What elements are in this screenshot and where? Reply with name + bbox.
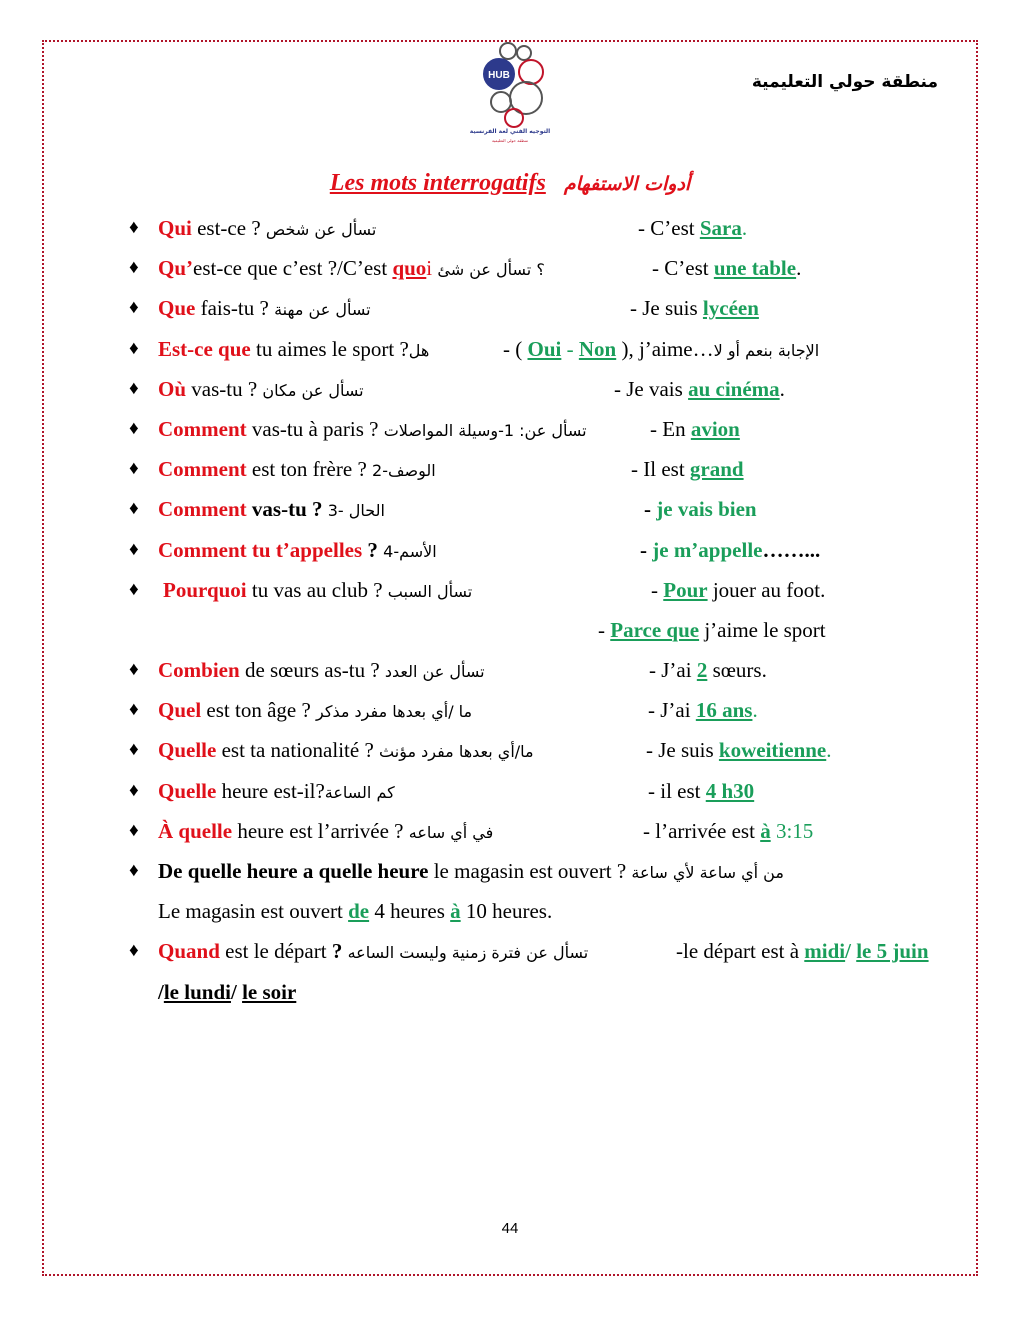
header-center-name: منطقة حولي التعليمية <box>751 72 938 92</box>
list-item: ♦ Comment vas-tu à paris ? تسأل عن: 1-وسيلة المواصلات - En avion <box>0 413 1020 453</box>
list-item: ♦ Comment vas-tu ? 3- الحال - je vais bien <box>0 493 1020 533</box>
list-item: ♦ Quand est le départ ? تسأل عن فترة زمنية وليست الساعه -le départ est à midi/ le 5 juin <box>0 935 1020 975</box>
diamond-bullet-icon: ♦ <box>129 458 139 480</box>
diamond-bullet-icon: ♦ <box>129 297 139 319</box>
diamond-bullet-icon: ♦ <box>129 417 139 439</box>
list-item: ♦ Pourquoi tu vas au club ? تسأل السبب - Pour jouer au foot. <box>0 574 1020 614</box>
diamond-bullet-icon: ♦ <box>129 659 139 681</box>
diamond-bullet-icon: ♦ <box>129 739 139 761</box>
interrogatives-list <box>0 212 1020 1016</box>
list-item: ♦ Est-ce que tu aimes le sport ?هل - ( Oui - Non ), j’aime…الإجابة بنعم أو لا <box>0 333 1020 373</box>
list-item: ♦ Qui est-ce ? تسأل عن شخص - C’est Sara. <box>0 212 1020 252</box>
list-item: ♦ Où vas-tu ? تسأل عن مكان - Je vais au cinéma. <box>0 373 1020 413</box>
list-item: ♦ De quelle heure a quelle heure le magasin est ouvert ? من أي ساعة لأي ساعة <box>0 855 1020 895</box>
list-item: ♦ Comment est ton frère ? 2-الوصف - Il est grand <box>0 453 1020 493</box>
title-ar: أدوات الاستفهام <box>563 173 691 195</box>
diamond-bullet-icon: ♦ <box>129 860 139 881</box>
diamond-bullet-icon: ♦ <box>129 498 139 520</box>
list-item: ♦ Comment tu t’appelles ? 4-الأسم - je m’appelle……... <box>0 534 1020 574</box>
hub-logo <box>440 40 580 152</box>
diamond-bullet-icon: ♦ <box>129 337 139 359</box>
list-item: ♦ À quelle heure est l’arrivée ? في أي ساعه - l’arrivée est à 3:15 <box>0 815 1020 855</box>
diamond-bullet-icon: ♦ <box>129 699 139 721</box>
list-item: /le lundi/ le soir <box>158 979 297 1004</box>
list-item: ♦ Quel est ton âge ? ما /أي بعدها مفرد مذكر - J’ai 16 ans. <box>0 694 1020 734</box>
title-fr: Les mots interrogatifs <box>329 170 546 196</box>
diamond-bullet-icon: ♦ <box>129 538 139 560</box>
list-item: ♦ Que fais-tu ? تسأل عن مهنة - Je suis lycéen <box>0 292 1020 332</box>
diamond-bullet-icon: ♦ <box>129 819 139 841</box>
page-number: 44 <box>501 1220 519 1237</box>
diamond-bullet-icon: ♦ <box>129 377 139 399</box>
logo-text: HUB <box>488 70 510 81</box>
diamond-bullet-icon: ♦ <box>129 578 139 600</box>
diamond-bullet-icon: ♦ <box>129 257 139 279</box>
page-title <box>0 170 1020 197</box>
diamond-bullet-icon: ♦ <box>129 779 139 801</box>
diamond-bullet-icon: ♦ <box>129 217 139 238</box>
list-item: ♦ Quelle heure est-il?كم الساعة - il est 4 h30 <box>0 775 1020 815</box>
list-item: ♦ Quelle est ta nationalité ? ما/أي بعدها مفرد مؤنث - Je suis koweitienne. <box>0 734 1020 774</box>
list-item: ♦ Combien de sœurs as-tu ? تسأل عن العدد - J’ai 2 sœurs. <box>0 654 1020 694</box>
list-item: Le magasin est ouvert de 4 heures à 10 heures. <box>158 899 553 924</box>
logo-subcaption: منطقة حولي التعليمية <box>491 138 529 143</box>
list-item: - Parce que j’aime le sport <box>598 617 826 642</box>
diamond-bullet-icon: ♦ <box>129 940 139 962</box>
logo-caption: التوجيه الفني لغة الفرنسية <box>469 128 551 135</box>
list-item: ♦ Qu’est-ce que c’est ?/C’est quoi ؟ تسأل عن شئ - C’est une table. <box>0 252 1020 292</box>
